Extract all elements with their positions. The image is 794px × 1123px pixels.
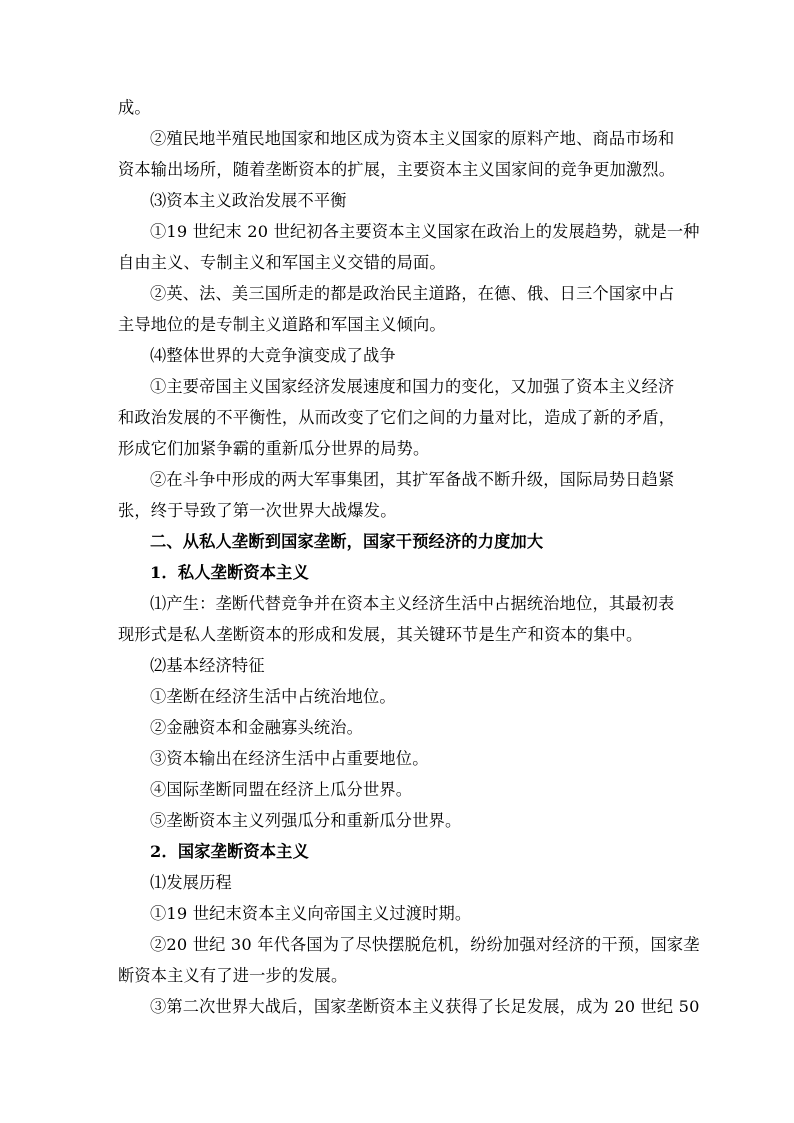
text-line: 张，终于导致了第一次世界大战爆发。	[118, 501, 397, 520]
text-line: 资本输出场所，随着垄断资本的扩展，主要资本主义国家间的竞争更加激烈。	[118, 160, 676, 179]
text-line: ②金融资本和金融寡头统治。	[150, 718, 364, 737]
text-line: ①19 世纪末 20 世纪初各主要资本主义国家在政治上的发展趋势，就是一种	[150, 222, 700, 241]
subheading: ⑵基本经济特征	[150, 656, 265, 675]
text-line: 断资本主义有了进一步的发展。	[118, 966, 348, 985]
text-line: ③资本输出在经济生活中占重要地位。	[150, 749, 429, 768]
text-line: ⑴产生：垄断代替竞争并在资本主义经济生活中占据统治地位，其最初表	[150, 594, 675, 613]
subheading: ⑴发展历程	[150, 873, 232, 892]
section-heading: 1．私人垄断资本主义	[150, 563, 309, 582]
text-line: ①19 世纪末资本主义向帝国主义过渡时期。	[150, 904, 472, 923]
text-line: ①垄断在经济生活中占统治地位。	[150, 687, 396, 706]
text-line: 自由主义、专制主义和军国主义交错的局面。	[118, 253, 446, 272]
text-line: ②殖民地半殖民地国家和地区成为资本主义国家的原料产地、商品市场和	[150, 129, 675, 148]
section-heading: 二、从私人垄断到国家垄断，国家干预经济的力度加大	[150, 532, 544, 551]
text-line: 主导地位的是专制主义道路和军国主义倾向。	[118, 315, 446, 334]
text-line: ②英、法、美三国所走的都是政治民主道路，在德、俄、日三个国家中占	[150, 284, 675, 303]
subheading: ⑷整体世界的大竞争演变成了战争	[150, 346, 396, 365]
text-line: 成。	[118, 98, 151, 117]
text-line: ⑤垄断资本主义列强瓜分和重新瓜分世界。	[150, 811, 462, 830]
text-line: 和政治发展的不平衡性，从而改变了它们之间的力量对比，造成了新的矛盾，	[118, 408, 676, 427]
section-heading: 2．国家垄断资本主义	[150, 842, 309, 861]
text-line: ④国际垄断同盟在经济上瓜分世界。	[150, 780, 413, 799]
text-line: ②在斗争中形成的两大军事集团，其扩军备战不断升级，国际局势日趋紧	[150, 470, 675, 489]
text-line: ②20 世纪 30 年代各国为了尽快摆脱危机，纷纷加强对经济的干预，国家垄	[150, 935, 700, 954]
text-line: ③第二次世界大战后，国家垄断资本主义获得了长足发展，成为 20 世纪 50	[150, 997, 700, 1016]
text-line: 现形式是私人垄断资本的形成和发展，其关键环节是生产和资本的集中。	[118, 625, 643, 644]
text-line: ①主要帝国主义国家经济发展速度和国力的变化，又加强了资本主义经济	[150, 377, 675, 396]
subheading: ⑶资本主义政治发展不平衡	[150, 191, 347, 210]
text-line: 形成它们加紧争霸的重新瓜分世界的局势。	[118, 439, 430, 458]
